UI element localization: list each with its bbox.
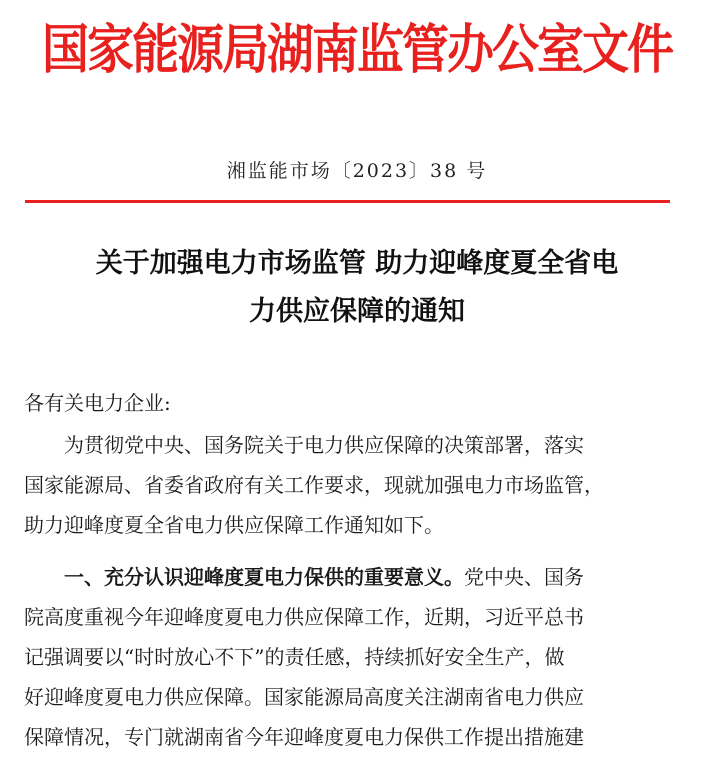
paragraph-line: 好迎峰度夏电力供应保障。国家能源局高度关注湖南省电力供应 xyxy=(24,685,584,709)
document-title xyxy=(20,240,694,336)
issuer-masthead: 国家能源局湖南监管办公室文件 xyxy=(42,19,672,81)
document-number: 湘监能市场〔2023〕38 号 xyxy=(226,160,488,182)
title-line-2: 力供应保障的通知 xyxy=(249,296,465,327)
paragraph-intro xyxy=(24,425,674,545)
paragraph-section-1 xyxy=(24,557,674,757)
paragraph-line xyxy=(24,557,674,597)
paragraph-text: 党中央、国务 xyxy=(464,565,584,589)
paragraph-line: 保障情况，专门就湖南省今年迎峰度夏电力保供工作提出措施建 xyxy=(24,725,584,749)
salutation: 各有关电力企业: xyxy=(24,391,171,415)
red-divider-rule xyxy=(25,200,670,203)
paragraph-line: 国家能源局、省委省政府有关工作要求，现就加强电力市场监管， xyxy=(24,473,604,497)
paragraph-line: 院高度重视今年迎峰度夏电力供应保障工作，近期，习近平总书 xyxy=(24,605,584,629)
paragraph-line: 为贯彻党中央、国务院关于电力供应保障的决策部署，落实 xyxy=(64,433,584,457)
paragraph-line: 助力迎峰度夏全省电力供应保障工作通知如下。 xyxy=(24,513,444,537)
title-line-1: 关于加强电力市场监管 助力迎峰度夏全省电 xyxy=(95,248,619,279)
paragraph-line: 记强调要以“时时放心不下”的责任感，持续抓好安全生产，做 xyxy=(24,645,565,669)
section-heading: 一、充分认识迎峰度夏电力保供的重要意义。 xyxy=(64,565,464,589)
